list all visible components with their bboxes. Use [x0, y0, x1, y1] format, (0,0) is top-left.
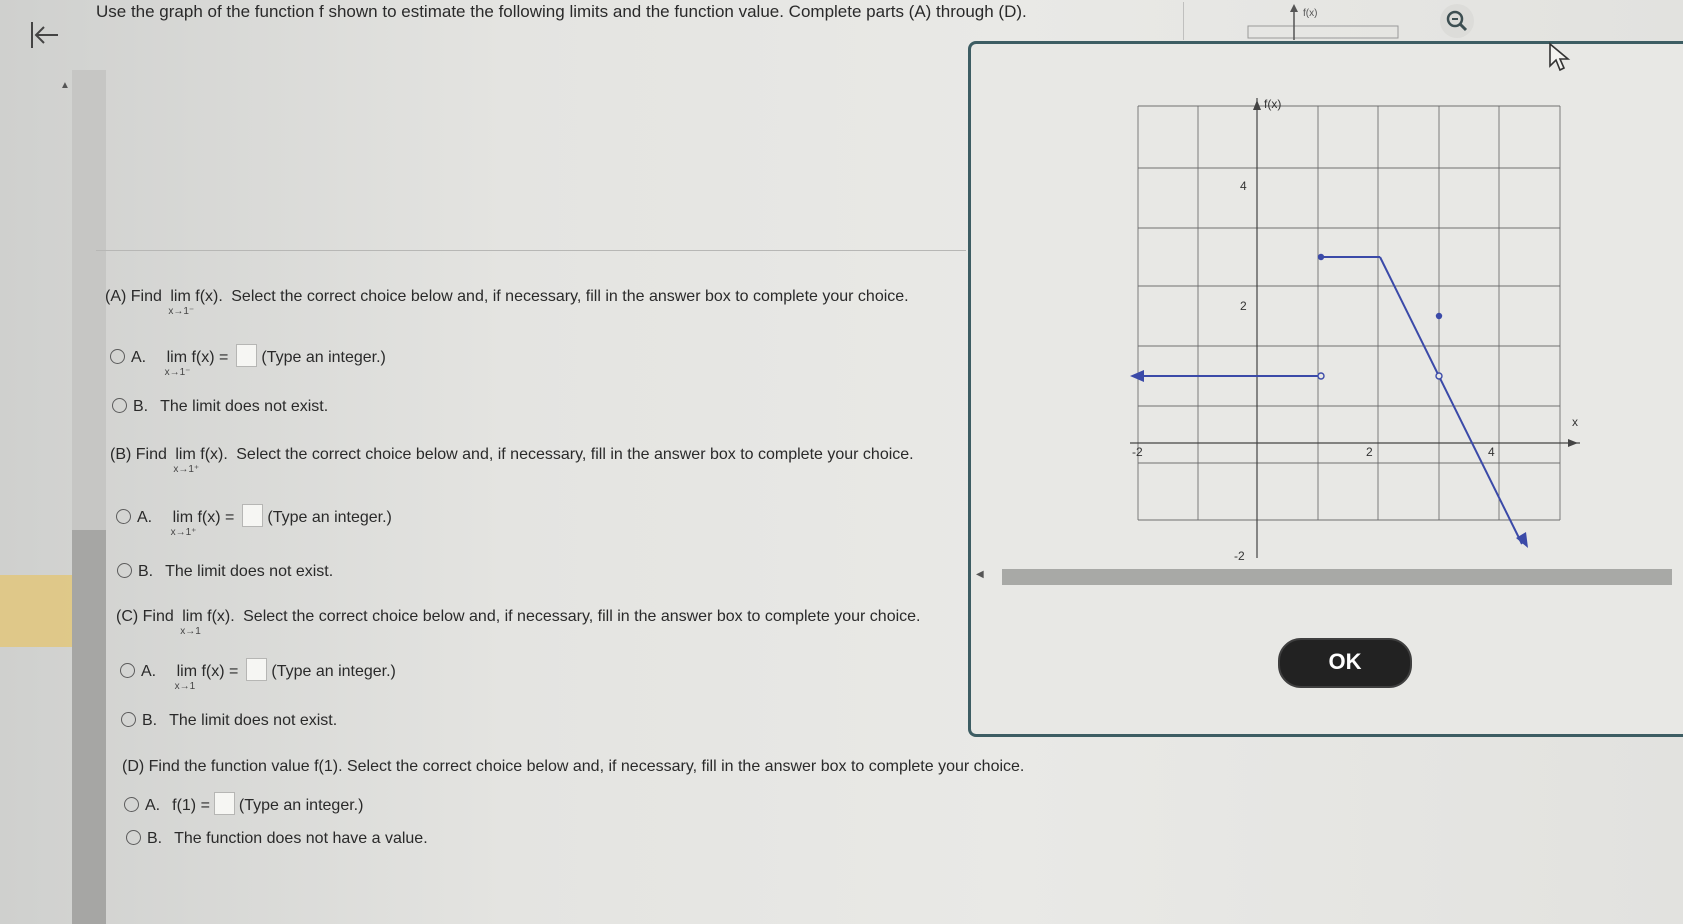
answer-box-d[interactable] [214, 792, 235, 815]
part-a-suffix: Select the correct choice below and, if necessary, fill in the answer box to complete your choice. [231, 288, 909, 305]
scrollbar-thumb[interactable] [72, 530, 106, 924]
option-limit-text: lim f(x) = [166, 349, 229, 366]
part-c-prefix: (C) Find [116, 608, 174, 625]
left-ray-arrow-icon [1130, 370, 1144, 382]
part-c-suffix: Select the correct choice below and, if necessary, fill in the answer box to complete your choice. [243, 608, 921, 625]
option-limit [174, 663, 239, 692]
part-c-limit [180, 608, 235, 637]
option-limit [164, 349, 229, 378]
part-d-option-a[interactable] [124, 792, 363, 815]
y-axis-label: f(x) [1264, 97, 1282, 111]
part-c-option-a[interactable] [120, 658, 396, 692]
y-tick-label-2: 2 [1240, 299, 1247, 313]
part-c-prompt [116, 608, 921, 637]
option-limit-text: lim f(x) = [172, 509, 235, 526]
radio-button[interactable] [110, 349, 125, 364]
mouse-cursor-icon [1548, 42, 1572, 72]
divider [96, 250, 966, 251]
type-hint: (Type an integer.) [267, 509, 392, 526]
answer-box-c[interactable] [246, 658, 267, 681]
function-graph [1120, 88, 1600, 568]
dialog-horizontal-scrollbar[interactable] [1002, 569, 1672, 585]
ok-button[interactable]: OK [1278, 638, 1412, 688]
option-letter: A. [131, 349, 147, 366]
part-b-option-a[interactable] [116, 504, 392, 538]
part-a-limit [168, 288, 223, 317]
radio-button[interactable] [120, 663, 135, 678]
open-dot-at-1-1 [1318, 373, 1324, 379]
scroll-left-icon[interactable]: ◀ [976, 569, 984, 580]
x-axis-arrow-icon [1568, 439, 1578, 447]
y-tick-label-neg2: -2 [1234, 549, 1245, 563]
option-letter: A. [145, 797, 161, 814]
part-b-limit [173, 446, 228, 475]
type-hint: (Type an integer.) [238, 797, 364, 814]
option-letter: A. [141, 663, 157, 680]
part-b-limit-text: lim f(x). [175, 446, 228, 463]
part-b-option-b[interactable] [117, 563, 333, 581]
x-tick-label-2: 2 [1366, 445, 1373, 459]
strip-label: f(x) [1303, 8, 1318, 19]
option-letter: B. [142, 712, 158, 729]
closed-dot-at-3-2 [1436, 313, 1442, 319]
part-b-prompt [110, 446, 914, 475]
open-dot-at-3-1 [1436, 373, 1442, 379]
option-text: The limit does not exist. [169, 712, 338, 729]
option-limit [170, 509, 235, 538]
option-limit-sub: x→1⁻ [164, 367, 191, 378]
descending-ray [1380, 257, 1522, 544]
part-c-limit-text: lim f(x). [182, 608, 235, 625]
option-letter: A. [137, 509, 153, 526]
magnifier-icon[interactable] [1438, 2, 1476, 40]
option-letter: B. [133, 398, 149, 415]
part-a-limit-sub: x→1⁻ [168, 306, 195, 317]
radio-button[interactable] [121, 712, 136, 727]
part-b-suffix: Select the correct choice below and, if necessary, fill in the answer box to complete your choice. [236, 446, 914, 463]
graph-thumbnail-strip [1183, 0, 1683, 40]
type-hint: (Type an integer.) [271, 663, 396, 680]
answer-box-a[interactable] [236, 344, 257, 367]
y-tick-label-4: 4 [1240, 179, 1247, 193]
option-limit-sub: x→1⁺ [170, 527, 197, 538]
x-tick-label-4: 4 [1488, 445, 1495, 459]
part-d-prompt: (D) Find the function value f(1). Select the correct choice below and, if necessary, fill in the answer box to complete your choice. [122, 758, 1025, 775]
radio-button[interactable] [117, 563, 132, 578]
option-limit-sub: x→1 [174, 681, 196, 692]
option-letter: B. [147, 830, 163, 847]
option-text: The limit does not exist. [165, 563, 334, 580]
scroll-up-icon[interactable]: ▲ [60, 80, 70, 91]
option-letter: B. [138, 563, 154, 580]
part-b-prefix: (B) Find [110, 446, 167, 463]
part-a-limit-text: lim f(x). [170, 288, 223, 305]
x-axis-label: x [1572, 415, 1578, 429]
option-limit-text: lim f(x) = [176, 663, 239, 680]
part-a-option-b[interactable] [112, 398, 328, 416]
question-text: Use the graph of the function f shown to estimate the following limits and the function value. Complete parts (A) through (D). [96, 2, 1027, 21]
option-text: f(1) = [172, 797, 210, 814]
part-c-limit-sub: x→1 [180, 626, 201, 637]
graph-grid [1138, 106, 1560, 520]
radio-button[interactable] [124, 797, 139, 812]
part-b-limit-sub: x→1⁺ [173, 464, 200, 475]
scrollbar-track-upper [72, 70, 106, 530]
radio-button[interactable] [112, 398, 127, 413]
part-a-option-a[interactable] [110, 344, 386, 378]
answer-box-b[interactable] [242, 504, 263, 527]
part-a-prompt [105, 288, 909, 317]
back-arrow-icon[interactable] [28, 18, 62, 52]
part-a-prefix: (A) Find [105, 288, 162, 305]
option-text: The limit does not exist. [160, 398, 329, 415]
radio-button[interactable] [116, 509, 131, 524]
part-c-option-b[interactable] [121, 712, 337, 730]
highlight-strip [0, 575, 72, 647]
part-d-option-b[interactable] [126, 830, 428, 848]
type-hint: (Type an integer.) [261, 349, 386, 366]
option-text: The function does not have a value. [174, 830, 428, 847]
y-axis-arrow-icon [1253, 100, 1261, 110]
radio-button[interactable] [126, 830, 141, 845]
left-scrollbar[interactable] [60, 70, 106, 924]
x-tick-label-neg2: -2 [1132, 445, 1143, 459]
